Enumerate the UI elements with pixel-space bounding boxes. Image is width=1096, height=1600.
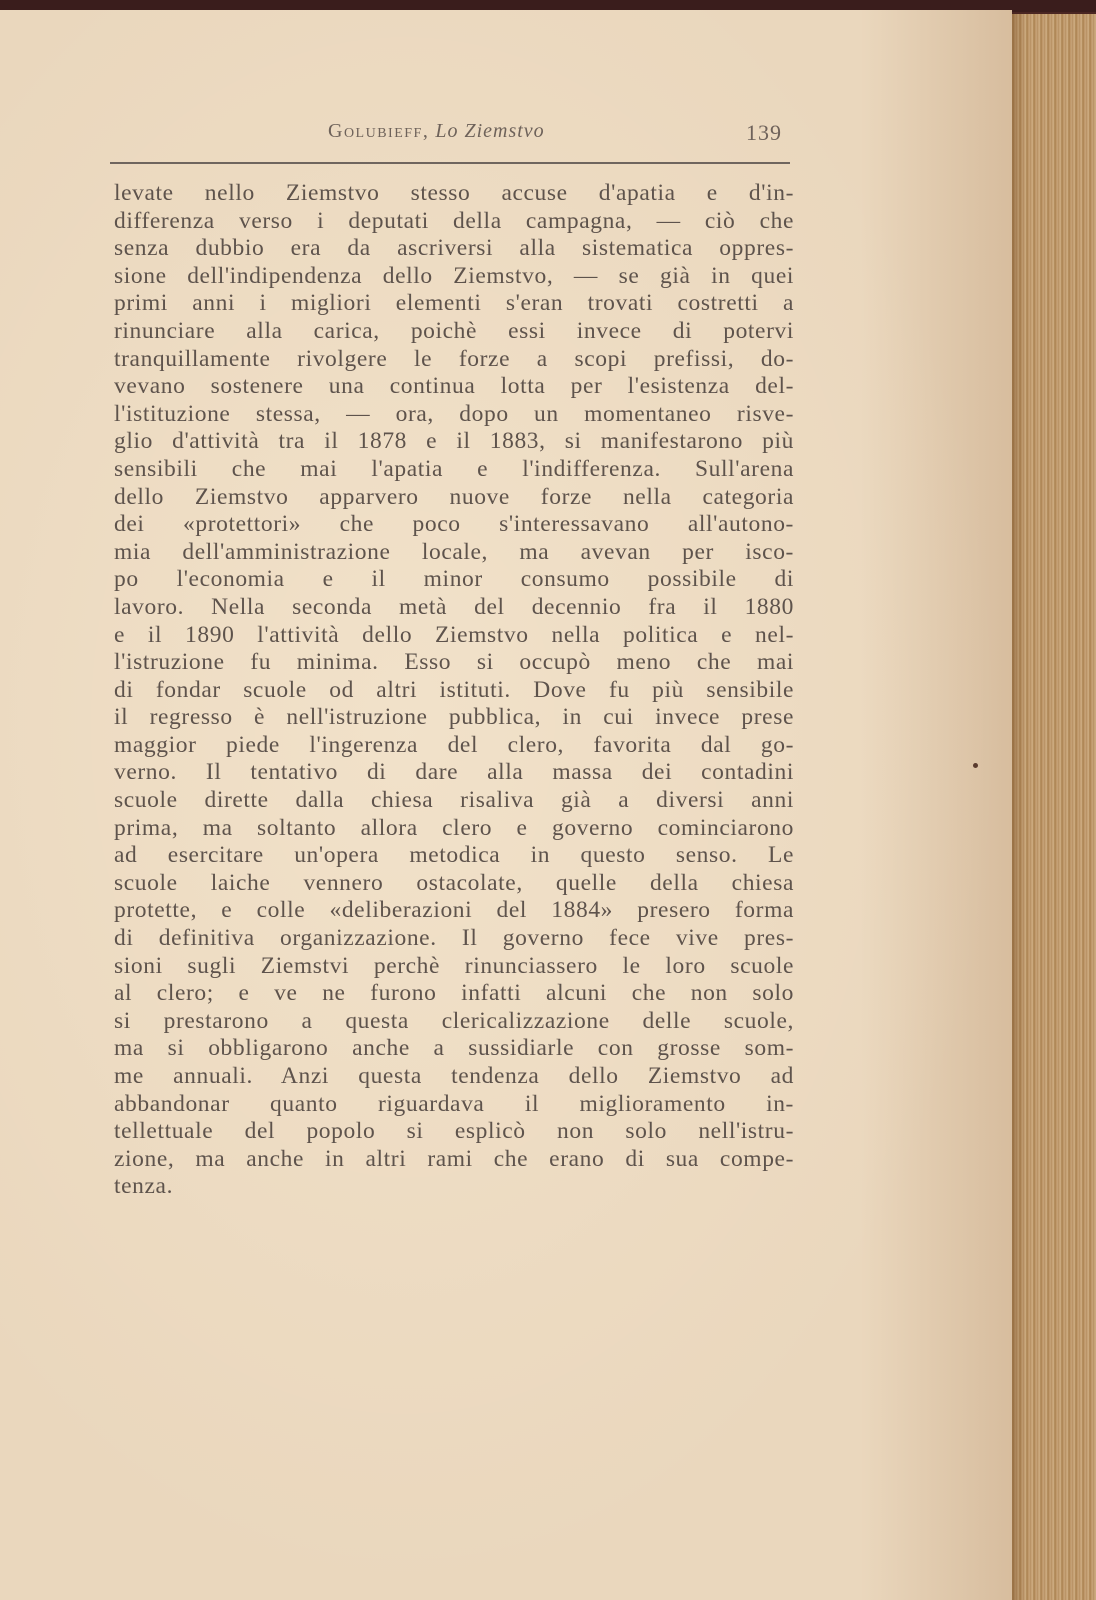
text-line: scuole dirette dalla chiesa risaliva già a diversi anni — [114, 787, 794, 814]
text-line: zione, ma anche in altri rami che erano di sua compe- — [114, 1145, 794, 1172]
text-line: levate nello Ziemstvo stesso accuse d'apatia e d'in- — [114, 180, 794, 206]
ink-speck — [973, 763, 978, 768]
running-header — [110, 116, 790, 150]
text-line: dei «protettori» che poco s'interessavano all'autono- — [114, 511, 794, 538]
text-line: si prestarono a questa clericalizzazione delle scuole, — [114, 1007, 794, 1034]
running-head-title: Lo Ziemstvo — [435, 120, 545, 142]
body-paragraph — [114, 180, 794, 1201]
text-line: po l'economia e il minor consumo possibile di — [114, 566, 794, 593]
text-line: sione dell'indipendenza dello Ziemstvo, — se già in quei — [114, 262, 794, 289]
text-line: sensibili che mai l'apatia e l'indifferenza. Sull'arena — [114, 455, 794, 482]
text-line: rinunciare alla carica, poichè essi invece di potervi — [114, 317, 794, 344]
text-line: maggior piede l'ingerenza del clero, favorita dal go- — [114, 731, 794, 758]
text-line: glio d'attività tra il 1878 e il 1883, si manifestarono più — [114, 428, 794, 455]
running-head-text — [328, 120, 545, 143]
text-line: scuole laiche vennero ostacolate, quelle della chiesa — [114, 869, 794, 896]
text-line: differenza verso i deputati della campagna, — ciò che — [114, 207, 794, 234]
text-line: sioni sugli Ziemstvi perchè rinunciassero le loro scuole — [114, 952, 794, 979]
text-line: mia dell'amministrazione locale, ma avevan per isco- — [114, 538, 794, 565]
text-line: senza dubbio era da ascriversi alla sistematica oppres- — [114, 235, 794, 262]
text-line: l'istituzione stessa, — ora, dopo un momentaneo risve- — [114, 400, 794, 427]
text-line: tellettuale del popolo si esplicò non solo nell'istru- — [114, 1118, 794, 1145]
text-line: lavoro. Nella seconda metà del decennio fra il 1880 — [114, 593, 794, 620]
page-stack-edge — [1008, 14, 1096, 1600]
text-line: di fondar scuole od altri istituti. Dove fu più sensibile — [114, 676, 794, 703]
text-line: protette, e colle «deliberazioni del 1884» presero forma — [114, 897, 794, 924]
text-line: tranquillamente rivolgere le forze a scopi prefissi, do- — [114, 345, 794, 372]
text-line: primi anni i migliori elementi s'eran trovati costretti a — [114, 290, 794, 317]
header-rule — [110, 162, 790, 164]
text-line: verno. Il tentativo di dare alla massa dei contadini — [114, 759, 794, 786]
text-line: dello Ziemstvo apparvero nuove forze nella categoria — [114, 483, 794, 510]
text-line: e il 1890 l'attività dello Ziemstvo nella politica e nel- — [114, 621, 794, 648]
text-line: l'istruzione fu minima. Esso si occupò meno che mai — [114, 649, 794, 676]
text-line: ad esercitare un'opera metodica in questo senso. Le — [114, 842, 794, 869]
text-line: il regresso è nell'istruzione pubblica, in cui invece prese — [114, 704, 794, 731]
text-line: di definitiva organizzazione. Il governo fece vive pres- — [114, 925, 794, 952]
text-line: ma si obbligarono anche a sussidiarle con grosse som- — [114, 1035, 794, 1062]
text-line: al clero; e ve ne furono infatti alcuni che non solo — [114, 980, 794, 1007]
text-line: tenza. — [114, 1173, 174, 1200]
running-head-author: Golubieff, — [328, 120, 430, 142]
page-number: 139 — [746, 120, 782, 145]
text-line: vevano sostenere una continua lotta per l'esistenza del- — [114, 373, 794, 400]
text-line: abbandonar quanto riguardava il miglioramento in- — [114, 1090, 794, 1117]
text-line: me annuali. Anzi questa tendenza dello Ziemstvo ad — [114, 1063, 794, 1089]
text-line: prima, ma soltanto allora clero e governo cominciarono — [114, 814, 794, 841]
